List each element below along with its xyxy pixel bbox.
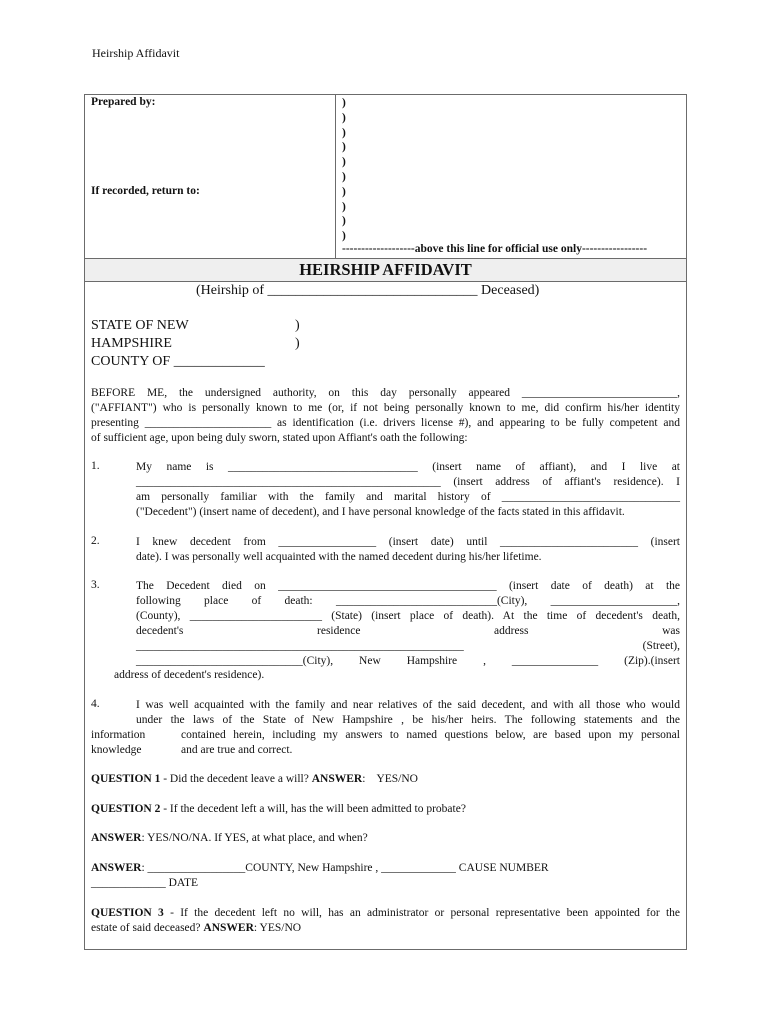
answer-text: : YES/NO/NA. If YES, at what place, and when?	[141, 832, 368, 844]
question-3	[91, 906, 680, 936]
item-line: _________________________________________________________ (Street),	[136, 640, 680, 652]
paren: )	[342, 185, 346, 198]
knowledge-label: knowledge	[91, 744, 142, 756]
item-number: 4.	[91, 698, 100, 710]
answer-2b-date: _____________ DATE	[91, 877, 199, 889]
item-line: _____________________________(City), New Hampshire , _______________ (Zip).(insert	[136, 655, 680, 667]
item-3-last-line: address of decedent's residence).	[114, 669, 265, 681]
paren: )	[342, 156, 346, 169]
information-text	[181, 728, 680, 743]
paren: )	[342, 215, 346, 228]
item-3	[136, 579, 680, 669]
form-frame	[84, 94, 687, 950]
item-1	[136, 460, 680, 520]
item-line: following place of death: ____________________________(City), ______________________,	[136, 595, 680, 607]
item-line: am personally familiar with the family and marital history of _______________________________	[136, 491, 680, 503]
paren: )	[342, 97, 346, 109]
item-line: My name is _________________________________ (insert name of affiant), and I live at	[136, 461, 680, 473]
item-line: (County), _______________________ (State) (insert place of death). At the time of decedent's death,	[136, 610, 680, 622]
information-label: information	[91, 729, 146, 741]
state-county-block	[91, 317, 265, 371]
official-use-line: -------------------above this line for official use only-----------------	[342, 243, 648, 255]
item-line: The Decedent died on ______________________________________ (insert date of death) at the	[136, 580, 680, 592]
question-3-line	[91, 906, 680, 921]
knowledge-text: and are true and correct.	[181, 744, 293, 756]
answer-label: ANSWER	[203, 922, 254, 934]
item-line: I was well acquainted with the family and near relatives of the said decedent, and with all those who would	[136, 699, 680, 711]
item-line: I knew decedent from _________________ (insert date) until ________________________ (insert	[136, 536, 680, 548]
paren: )	[342, 230, 346, 243]
item-line: contained herein, including my answers to named questions below, are based upon my personal	[181, 729, 680, 741]
paren: )	[295, 318, 300, 333]
document-title: HEIRSHIP AFFIDAVIT	[299, 260, 472, 279]
state-line: STATE OF NEW	[91, 318, 189, 333]
answer-text: : YES/NO	[253, 922, 302, 934]
county-line: COUNTY OF _____________	[91, 354, 265, 369]
paren: )	[342, 141, 346, 154]
intro-paragraph	[91, 386, 680, 446]
recorded-return-label: If recorded, return to:	[91, 185, 200, 197]
question-label: QUESTION 3	[91, 907, 164, 919]
heirship-of-line: (Heirship of ______________________________ Deceased)	[196, 283, 540, 298]
question-text: - If the decedent left a will, has the will been admitted to probate?	[160, 803, 466, 815]
question-text: estate of said deceased?	[91, 922, 204, 934]
intro-line: BEFORE ME, the undersigned authority, on this day personally appeared ___________________________,	[91, 387, 680, 399]
item-number: 1.	[91, 460, 100, 472]
item-2	[136, 535, 680, 565]
paren: )	[295, 336, 300, 351]
intro-line: presenting ______________________ as identification (i.e. drivers license #), and appearing to be fully competent and	[91, 417, 680, 429]
question-text: - Did the decedent leave a will?	[160, 773, 312, 785]
question-2	[91, 802, 466, 817]
vertical-divider	[335, 94, 336, 258]
answer-label: ANSWER	[91, 832, 142, 844]
paren: )	[342, 111, 346, 124]
item-line: decedent's residence address was	[136, 625, 680, 637]
item-line: _____________________________________________________ (insert address of affiant's residence). I	[136, 476, 680, 488]
paren: )	[342, 170, 346, 183]
item-number: 2.	[91, 535, 100, 547]
state-line: HAMPSHIRE	[91, 336, 172, 351]
state-parens	[295, 317, 300, 353]
document-header: Heirship Affidavit	[92, 46, 180, 60]
paren: )	[342, 200, 346, 213]
paren-column	[342, 96, 346, 244]
intro-line: ("AFFIANT") who is personally known to me (or, if not being personally known to me, did confirm his/her identity	[91, 402, 680, 414]
answer-2b	[91, 861, 549, 876]
question-text: - If the decedent left no will, has an administrator or personal representative been appointed for the	[163, 907, 680, 919]
paren: )	[342, 126, 346, 139]
item-line: under the laws of the State of New Hampshire , be his/her heirs. The following statements and the	[136, 714, 680, 726]
question-3-line	[91, 921, 680, 936]
answer-text: : _________________COUNTY, New Hampshire , _____________ CAUSE NUMBER	[141, 862, 549, 874]
prepared-by-label: Prepared by:	[91, 96, 156, 108]
answer-label: ANSWER	[311, 773, 363, 785]
answer-2	[91, 831, 368, 846]
item-number: 3.	[91, 579, 100, 591]
answer-text: : YES/NO	[362, 773, 418, 785]
question-1	[91, 772, 418, 787]
question-label: QUESTION 1	[91, 773, 161, 785]
item-line: date). I was personally well acquainted with the named decedent during his/her lifetime.	[136, 551, 542, 563]
answer-label: ANSWER	[91, 862, 142, 874]
question-label: QUESTION 2	[91, 803, 161, 815]
item-4	[136, 698, 680, 728]
intro-line: of sufficient age, upon being duly sworn, stated upon Affiant's oath the following:	[91, 432, 468, 444]
divider-line	[84, 281, 687, 282]
item-line: ("Decedent") (insert name of decedent), and I have personal knowledge of the facts stated in this affidavit.	[136, 506, 625, 518]
